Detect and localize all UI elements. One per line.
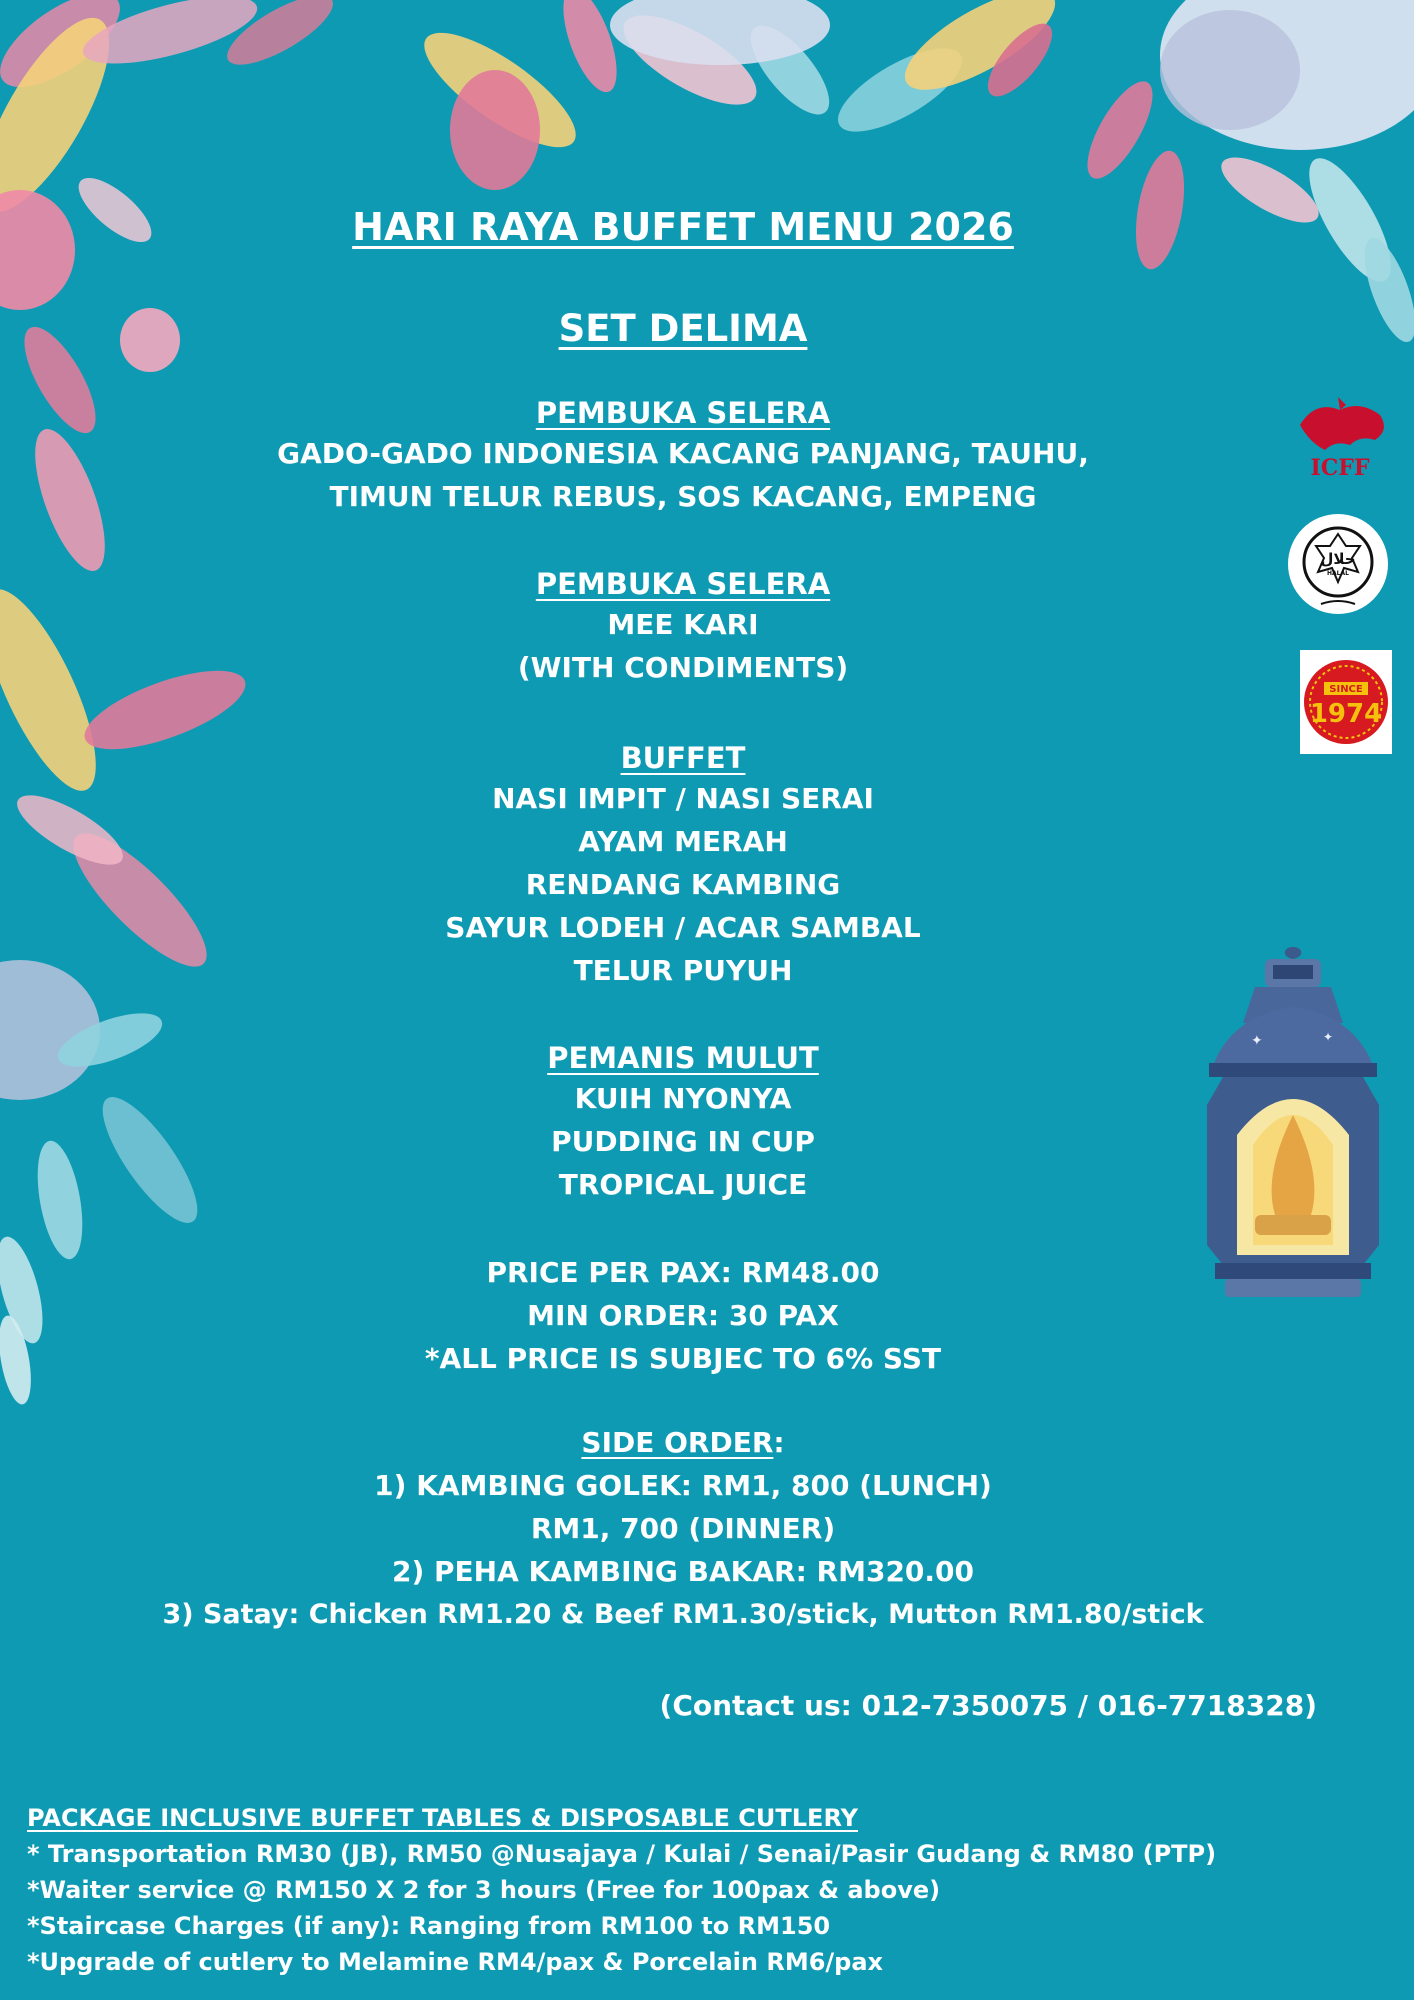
menu-line: GADO-GADO INDONESIA KACANG PANJANG, TAUHU, bbox=[277, 437, 1089, 470]
menu-line: PUDDING IN CUP bbox=[551, 1125, 815, 1158]
tax-note: *ALL PRICE IS SUBJEC TO 6% SST bbox=[424, 1342, 942, 1375]
top-center-foliage bbox=[409, 0, 1069, 190]
halal-logo bbox=[1286, 512, 1390, 616]
side-order-heading-text: SIDE ORDER bbox=[581, 1426, 774, 1459]
menu-line: 1) KAMBING GOLEK: RM1, 800 (LUNCH) bbox=[374, 1469, 992, 1502]
package-footer bbox=[27, 1800, 1216, 1980]
since-year: 1974 bbox=[1309, 699, 1383, 729]
since-label: SINCE bbox=[1329, 684, 1363, 695]
section-pembuka-selera-2 bbox=[518, 567, 848, 689]
side-order-colon: : bbox=[773, 1426, 785, 1459]
left-foliage bbox=[0, 576, 254, 1407]
menu-line: TROPICAL JUICE bbox=[558, 1168, 808, 1201]
halal-arabic-text: حلال bbox=[1320, 550, 1356, 568]
lantern-illustration bbox=[1193, 945, 1393, 1315]
footer-heading: PACKAGE INCLUSIVE BUFFET TABLES & DISPOSABLE CUTLERY bbox=[27, 1804, 858, 1832]
side-order-heading bbox=[162, 1421, 1203, 1464]
price-per-pax: PRICE PER PAX: RM48.00 bbox=[486, 1256, 880, 1289]
section-heading: PEMBUKA SELERA bbox=[535, 396, 831, 430]
pricing-block bbox=[425, 1251, 941, 1380]
menu-line: (WITH CONDIMENTS) bbox=[517, 651, 849, 684]
section-heading: PEMBUKA SELERA bbox=[535, 567, 831, 601]
section-pemanis-mulut bbox=[547, 1041, 819, 1206]
section-heading: PEMANIS MULUT bbox=[547, 1041, 819, 1075]
contact-info: (Contact us: 012-7350075 / 016-7718328) bbox=[659, 1689, 1317, 1722]
menu-line: 3) Satay: Chicken RM1.20 & Beef RM1.30/stick, Mutton RM1.80/stick bbox=[162, 1599, 1204, 1630]
icff-logo bbox=[1280, 395, 1400, 480]
svg-text:✦: ✦ bbox=[1323, 1030, 1334, 1044]
menu-line: TIMUN TELUR REBUS, SOS KACANG, EMPENG bbox=[329, 480, 1037, 513]
section-pembuka-selera-1 bbox=[277, 396, 1089, 518]
menu-line: KUIH NYONYA bbox=[574, 1082, 792, 1115]
min-order: MIN ORDER: 30 PAX bbox=[527, 1299, 839, 1332]
svg-text:✦: ✦ bbox=[1251, 1033, 1263, 1049]
footer-line: *Staircase Charges (if any): Ranging from RM100 to RM150 bbox=[27, 1912, 831, 1940]
menu-line: RM1, 700 (DINNER) bbox=[530, 1512, 836, 1545]
icff-text: ICFF bbox=[1310, 455, 1370, 480]
menu-line: AYAM MERAH bbox=[578, 825, 788, 858]
since-1974-badge bbox=[1300, 650, 1392, 754]
top-right-foliage bbox=[977, 0, 1414, 348]
section-buffet bbox=[445, 741, 920, 992]
footer-line: * Transportation RM30 (JB), RM50 @Nusajaya / Kulai / Senai/Pasir Gudang & RM80 (PTP) bbox=[27, 1840, 1217, 1868]
footer-line: *Waiter service @ RM150 X 2 for 3 hours (Free for 100pax & above) bbox=[27, 1876, 941, 1904]
section-heading: BUFFET bbox=[620, 741, 746, 775]
menu-line: RENDANG KAMBING bbox=[525, 868, 841, 901]
halal-latin-text: HALAL bbox=[1327, 570, 1349, 577]
menu-line: TELUR PUYUH bbox=[573, 954, 793, 987]
menu-title: HARI RAYA BUFFET MENU 2026 bbox=[352, 205, 1014, 249]
menu-line: NASI IMPIT / NASI SERAI bbox=[492, 782, 874, 815]
set-name: SET DELIMA bbox=[558, 307, 808, 350]
side-order-block bbox=[162, 1421, 1203, 1636]
footer-line: *Upgrade of cutlery to Melamine RM4/pax & Porcelain RM6/pax bbox=[27, 1948, 884, 1976]
menu-line: 2) PEHA KAMBING BAKAR: RM320.00 bbox=[391, 1555, 975, 1588]
menu-line: MEE KARI bbox=[607, 608, 759, 641]
menu-line: SAYUR LODEH / ACAR SAMBAL bbox=[445, 911, 921, 944]
